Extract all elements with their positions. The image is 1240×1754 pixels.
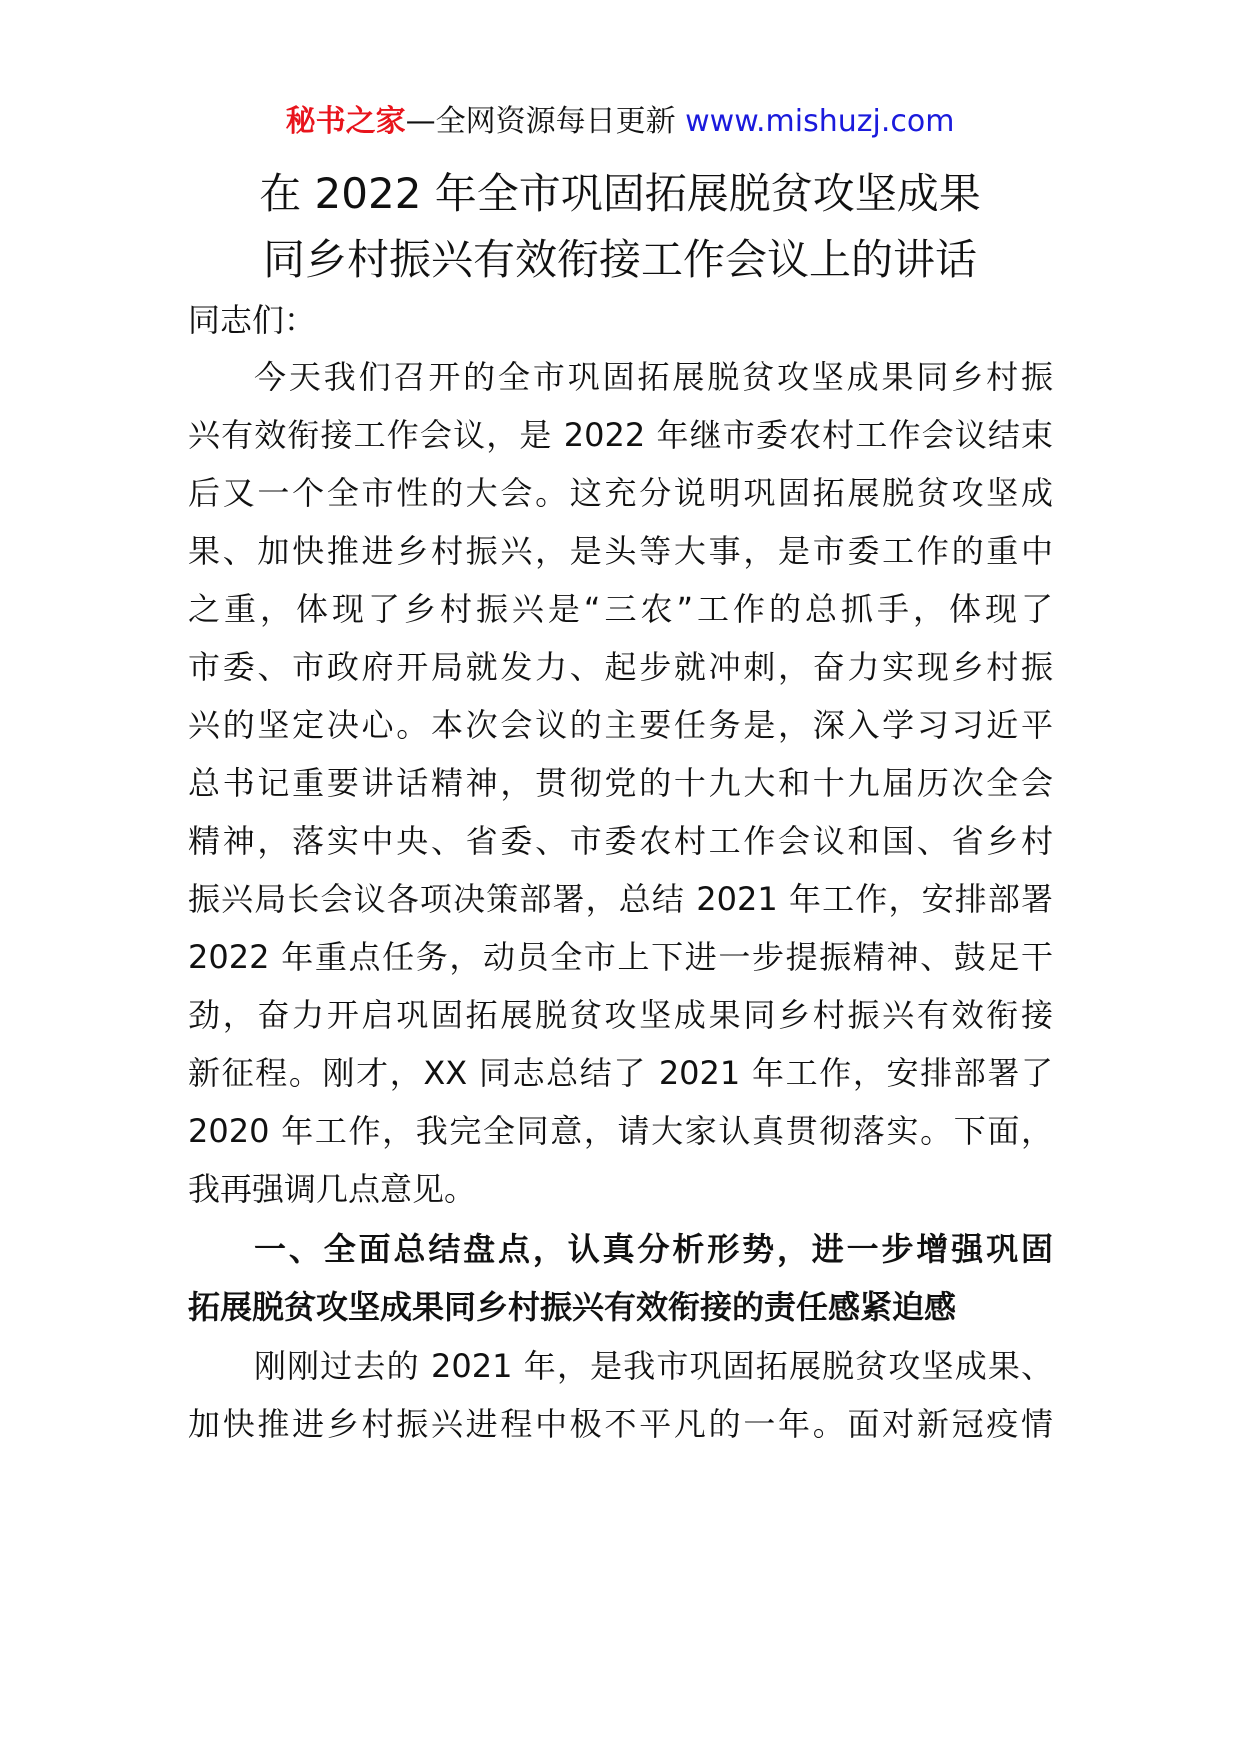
paragraph-line: 今天我们召开的全市巩固拓展脱贫攻坚成果同乡村振: [254, 358, 1053, 396]
document-title-line-2: 同乡村振兴有效衔接工作会议上的讲话: [262, 235, 977, 284]
paragraph-line: 市委、市政府开局就发力、起步就冲刺，奋力实现乡村振: [188, 648, 1053, 686]
paragraph-line: 果、加快推进乡村振兴，是头等大事，是市委工作的重中: [188, 532, 1053, 570]
paragraph-line: 2020 年工作，我完全同意，请大家认真贯彻落实。下面，: [188, 1112, 1053, 1150]
paragraph-line: 我再强调几点意见。: [188, 1170, 477, 1208]
paragraph-line: 新征程。刚才，XX 同志总结了 2021 年工作，安排部署了: [188, 1054, 1053, 1092]
paragraph-line: 总书记重要讲话精神，贯彻党的十九大和十九届历次全会: [188, 764, 1053, 802]
brand-name: 秘书之家: [285, 104, 406, 139]
paragraph-line: 2022 年重点任务，动员全市上下进一步提振精神、鼓足干: [188, 938, 1053, 976]
paragraph-line: 后又一个全市性的大会。这充分说明巩固拓展脱贫攻坚成: [188, 474, 1053, 512]
site-url[interactable]: www.mishuzj.com: [685, 104, 955, 139]
paragraph-line: 刚刚过去的 2021 年，是我市巩固拓展脱贫攻坚成果、: [254, 1347, 1053, 1385]
salutation: 同志们：: [188, 301, 317, 339]
paragraph-line: 加快推进乡村振兴进程中极不平凡的一年。面对新冠疫情: [188, 1405, 1053, 1443]
paragraph-line: 劲，奋力开启巩固拓展脱贫攻坚成果同乡村振兴有效衔接: [188, 996, 1053, 1034]
section-heading-line: 一、全面总结盘点，认真分析形势，进一步增强巩固: [254, 1230, 1053, 1268]
section-heading-line: 拓展脱贫攻坚成果同乡村振兴有效衔接的责任感紧迫感: [188, 1288, 957, 1326]
paragraph-line: 振兴局长会议各项决策部署，总结 2021 年工作，安排部署: [188, 880, 1053, 918]
site-header: [0, 102, 1240, 142]
paragraph-line: 精神，落实中央、省委、市委农村工作会议和国、省乡村: [188, 822, 1053, 860]
paragraph-line: 兴有效衔接工作会议，是 2022 年继市委农村工作会议结束: [188, 416, 1053, 454]
paragraph-line: 之重，体现了乡村振兴是“三农”工作的总抓手，体现了: [188, 590, 1053, 628]
paragraph-line: 兴的坚定决心。本次会议的主要任务是，深入学习习近平: [188, 706, 1053, 744]
document-title-line-1: 在 2022 年全市巩固拓展脱贫攻坚成果: [259, 169, 981, 218]
header-tagline: —全网资源每日更新: [405, 104, 686, 139]
